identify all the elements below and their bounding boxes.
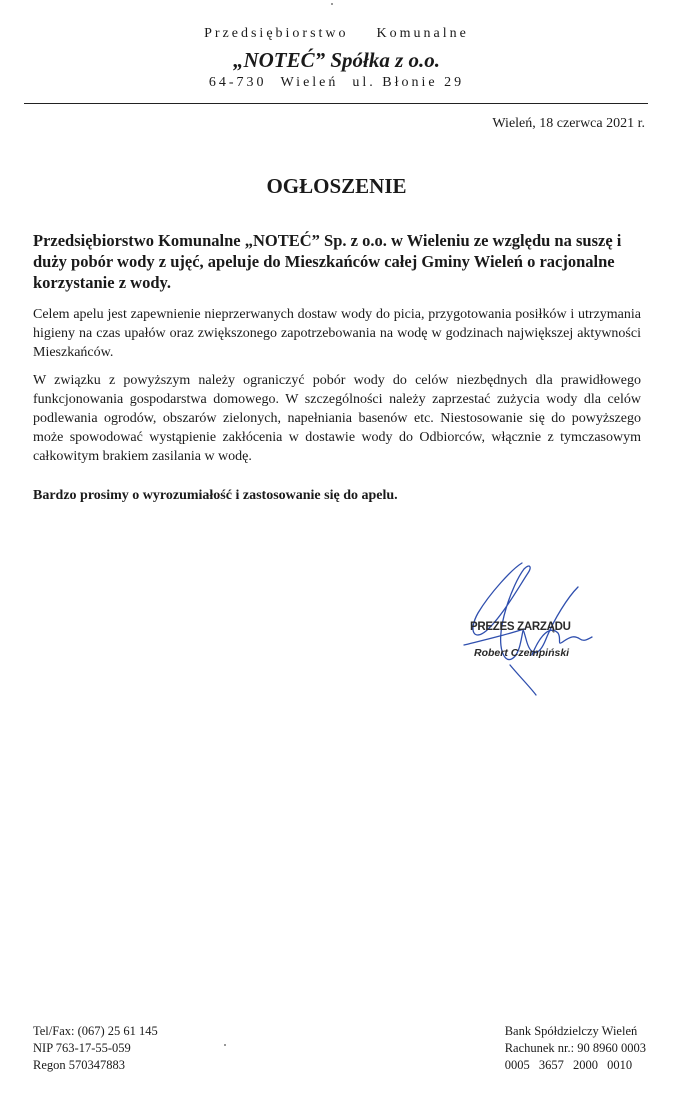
lead-paragraph: Przedsiębiorstwo Komunalne „NOTEĆ” Sp. z o.o. w Wieleniu ze względu na suszę i duży pobór wody z ujęć, apeluje do Mieszkańców całej Gminy Wieleń o racjonalne korzystanie z wody. — [33, 231, 622, 292]
footer-contact — [33, 1023, 158, 1074]
letterhead-address: 64-730 Wieleń ul. Błonie 29 — [208, 75, 465, 90]
letterhead-company-name: „NOTEĆ” Spółka z o.o. — [232, 48, 441, 72]
letterhead-divider — [24, 103, 648, 104]
scan-speck — [331, 3, 333, 5]
footer-phone: Tel/Fax: (067) 25 61 145 — [33, 1024, 158, 1038]
footer-account-number: 0005 3657 2000 0010 — [504, 1058, 633, 1072]
scan-speck — [224, 1044, 226, 1046]
body-paragraph-2: W związku z powyższym należy ograniczyć pobór wody do celów niezbędnych dla prawidłowego funkcjonowania gospodarstwa domowego. W szczególności należy zaprzestać zużycia wody dla celów podlewania ogrodów, obszarów zielonych, napełniania basenów etc. Niestosowanie się do powyższego może spowodować wystąpienie zakłócenia w dostawie wody do Odbiorców, włącznie z tymczasowym całkowitym brakiem zasilania w wodę. — [33, 373, 641, 464]
footer-regon: Regon 570347883 — [33, 1058, 126, 1072]
footer-bank-name: Bank Spółdzielczy Wieleń — [504, 1024, 638, 1038]
footer-bank — [505, 1023, 646, 1074]
closing-paragraph: Bardzo prosimy o wyrozumiałość i zastosowanie się do apelu. — [33, 488, 398, 503]
footer-account-label: Rachunek nr.: 90 8960 0003 — [504, 1041, 646, 1055]
body-paragraph-1: Celem apelu jest zapewnienie nieprzerwanych dostaw wody do picia, przygotowania posiłków i utrzymania higieny na czas upałów oraz zwiększonego zapotrzebowania na wodę w godzinach największej aktywności Mieszkańców. — [33, 307, 641, 360]
document-date: Wieleń, 18 czerwca 2021 r. — [492, 116, 645, 131]
stamp-name: Robert Czempiński — [474, 647, 570, 659]
stamp-title: PREZES ZARZĄDU — [470, 621, 571, 633]
letterhead-company-type: Przedsiębiorstwo Komunalne — [204, 26, 469, 41]
document-title: OGŁOSZENIE — [266, 174, 407, 198]
footer-nip: NIP 763-17-55-059 — [33, 1041, 131, 1055]
